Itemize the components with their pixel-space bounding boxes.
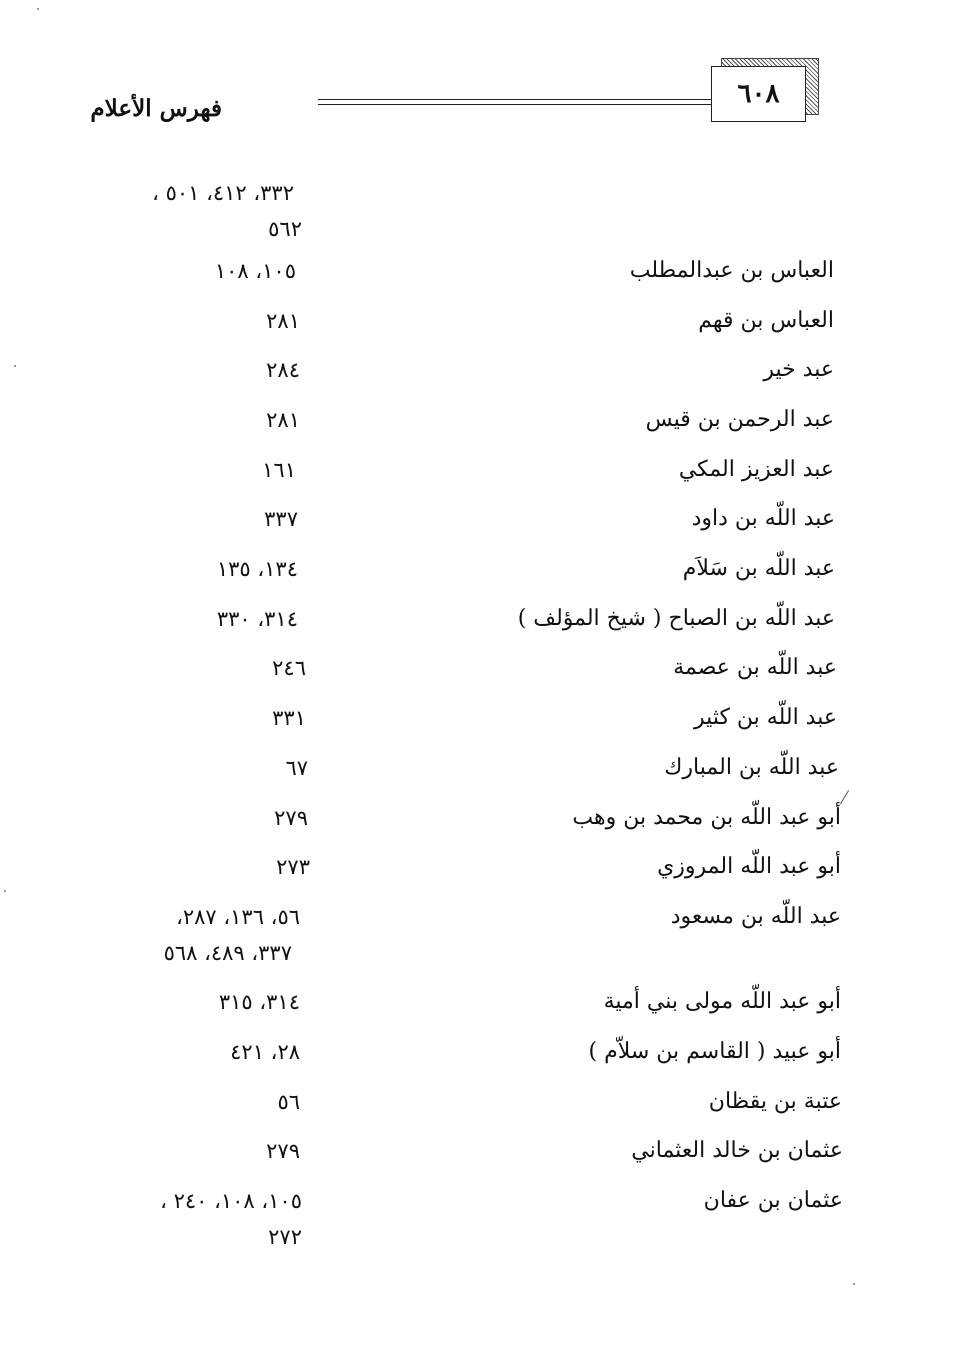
continued-pages-line2: ٥٦٢ bbox=[268, 217, 302, 241]
entry-pages-line2: ٢٧٢ bbox=[268, 1225, 302, 1249]
entry-name: عبد اللّه بن مسعود bbox=[670, 904, 841, 929]
entry-pages: ٢٧٩ bbox=[266, 1139, 300, 1163]
entry-name: العباس بن قهم bbox=[698, 308, 834, 333]
entry-name: عبد اللّه بن سَلاَم bbox=[682, 556, 835, 581]
entry-pages: ٦٧ bbox=[285, 756, 308, 780]
scan-speck bbox=[14, 365, 16, 367]
entry-name: أبو عبد اللّه المروزي bbox=[657, 854, 841, 879]
index-entry bbox=[0, 306, 965, 342]
index-entry bbox=[0, 554, 965, 590]
entry-pages: ٢٨١ bbox=[266, 408, 300, 432]
index-entry bbox=[0, 405, 965, 441]
entry-name: عثمان بن خالد العثماني bbox=[631, 1138, 843, 1163]
header-rule bbox=[318, 99, 711, 105]
index-entry bbox=[0, 504, 965, 540]
entry-name: عبد الرحمن بن قيس bbox=[645, 407, 834, 432]
entry-pages: ١٦١ bbox=[262, 458, 296, 482]
index-entry bbox=[0, 455, 965, 491]
scan-speck bbox=[37, 8, 39, 10]
entry-pages: ٣٣٧ bbox=[264, 507, 298, 531]
entry-name: عبد خير bbox=[763, 357, 834, 382]
entry-pages: ٢٧٣ bbox=[276, 855, 310, 879]
index-entry bbox=[0, 703, 965, 739]
entry-pages: ١٠٥، ١٠٨ bbox=[214, 259, 296, 283]
index-entry bbox=[0, 1186, 965, 1258]
index-entry bbox=[0, 803, 965, 839]
page-number-box bbox=[711, 66, 806, 122]
entry-name: عبد اللّه بن عصمة bbox=[673, 655, 837, 680]
entry-pages-line2: ٣٣٧، ٤٨٩، ٥٦٨ bbox=[163, 941, 292, 965]
margin-pencil-mark: ⁄ bbox=[843, 788, 847, 809]
entry-pages: ٣٣١ bbox=[272, 706, 306, 730]
entry-name: عبد العزيز المكي bbox=[678, 457, 834, 482]
index-entry bbox=[0, 1136, 965, 1172]
entry-pages: ٢٤٦ bbox=[272, 656, 306, 680]
index-entry bbox=[0, 355, 965, 391]
entry-pages: ٥٦، ١٣٦، ٢٨٧، bbox=[176, 905, 300, 929]
entry-name: عثمان بن عفان bbox=[703, 1188, 843, 1213]
index-entry bbox=[0, 653, 965, 689]
entry-pages: ٣١٤، ٣٣٠ bbox=[216, 607, 298, 631]
entry-pages: ٢٨، ٤٢١ bbox=[230, 1040, 300, 1064]
entry-pages: ١٠٥، ١٠٨، ٢٤٠ ، bbox=[160, 1189, 302, 1213]
scan-speck bbox=[4, 890, 6, 892]
index-entry bbox=[0, 852, 965, 888]
entry-pages: ٢٨٤ bbox=[266, 358, 300, 382]
running-title: فهرس الأعلام bbox=[90, 95, 222, 122]
index-entry bbox=[0, 1037, 965, 1073]
index-entry bbox=[0, 256, 965, 292]
index-entry bbox=[0, 902, 965, 974]
entry-name: أبو عبيد ( القاسم بن سلاّم ) bbox=[588, 1039, 841, 1064]
index-entry bbox=[0, 753, 965, 789]
page-number: ٦٠٨ bbox=[737, 79, 780, 109]
index-entry bbox=[0, 1087, 965, 1123]
scan-speck bbox=[853, 1283, 855, 1285]
continued-entry bbox=[0, 178, 965, 241]
entry-name: عبد اللّه بن كثير bbox=[694, 705, 837, 730]
entry-name: عتبة بن يقظان bbox=[708, 1089, 842, 1114]
entry-name: العباس بن عبدالمطلب bbox=[629, 258, 834, 283]
entry-name: أبو عبد اللّه مولى بني أمية bbox=[603, 989, 841, 1014]
entry-pages: ٥٦ bbox=[277, 1090, 300, 1114]
entry-pages: ٢٨١ bbox=[266, 309, 300, 333]
entry-pages: ١٣٤، ١٣٥ bbox=[216, 557, 298, 581]
entry-name: عبد اللّه بن المبارك bbox=[664, 755, 839, 780]
entry-name: أبو عبد اللّه بن محمد بن وهب bbox=[572, 805, 841, 830]
index-entry bbox=[0, 604, 965, 640]
entry-name: عبد اللّه بن داود bbox=[691, 506, 835, 531]
entry-name: عبد اللّه بن الصباح ( شيخ المؤلف ) bbox=[517, 606, 835, 631]
entry-pages: ٢٧٩ bbox=[274, 806, 308, 830]
entry-pages: ٣١٤، ٣١٥ bbox=[218, 990, 300, 1014]
index-entry bbox=[0, 987, 965, 1023]
continued-pages-line1: ٣٣٢، ٤١٢، ٥٠١ ، bbox=[152, 181, 294, 205]
